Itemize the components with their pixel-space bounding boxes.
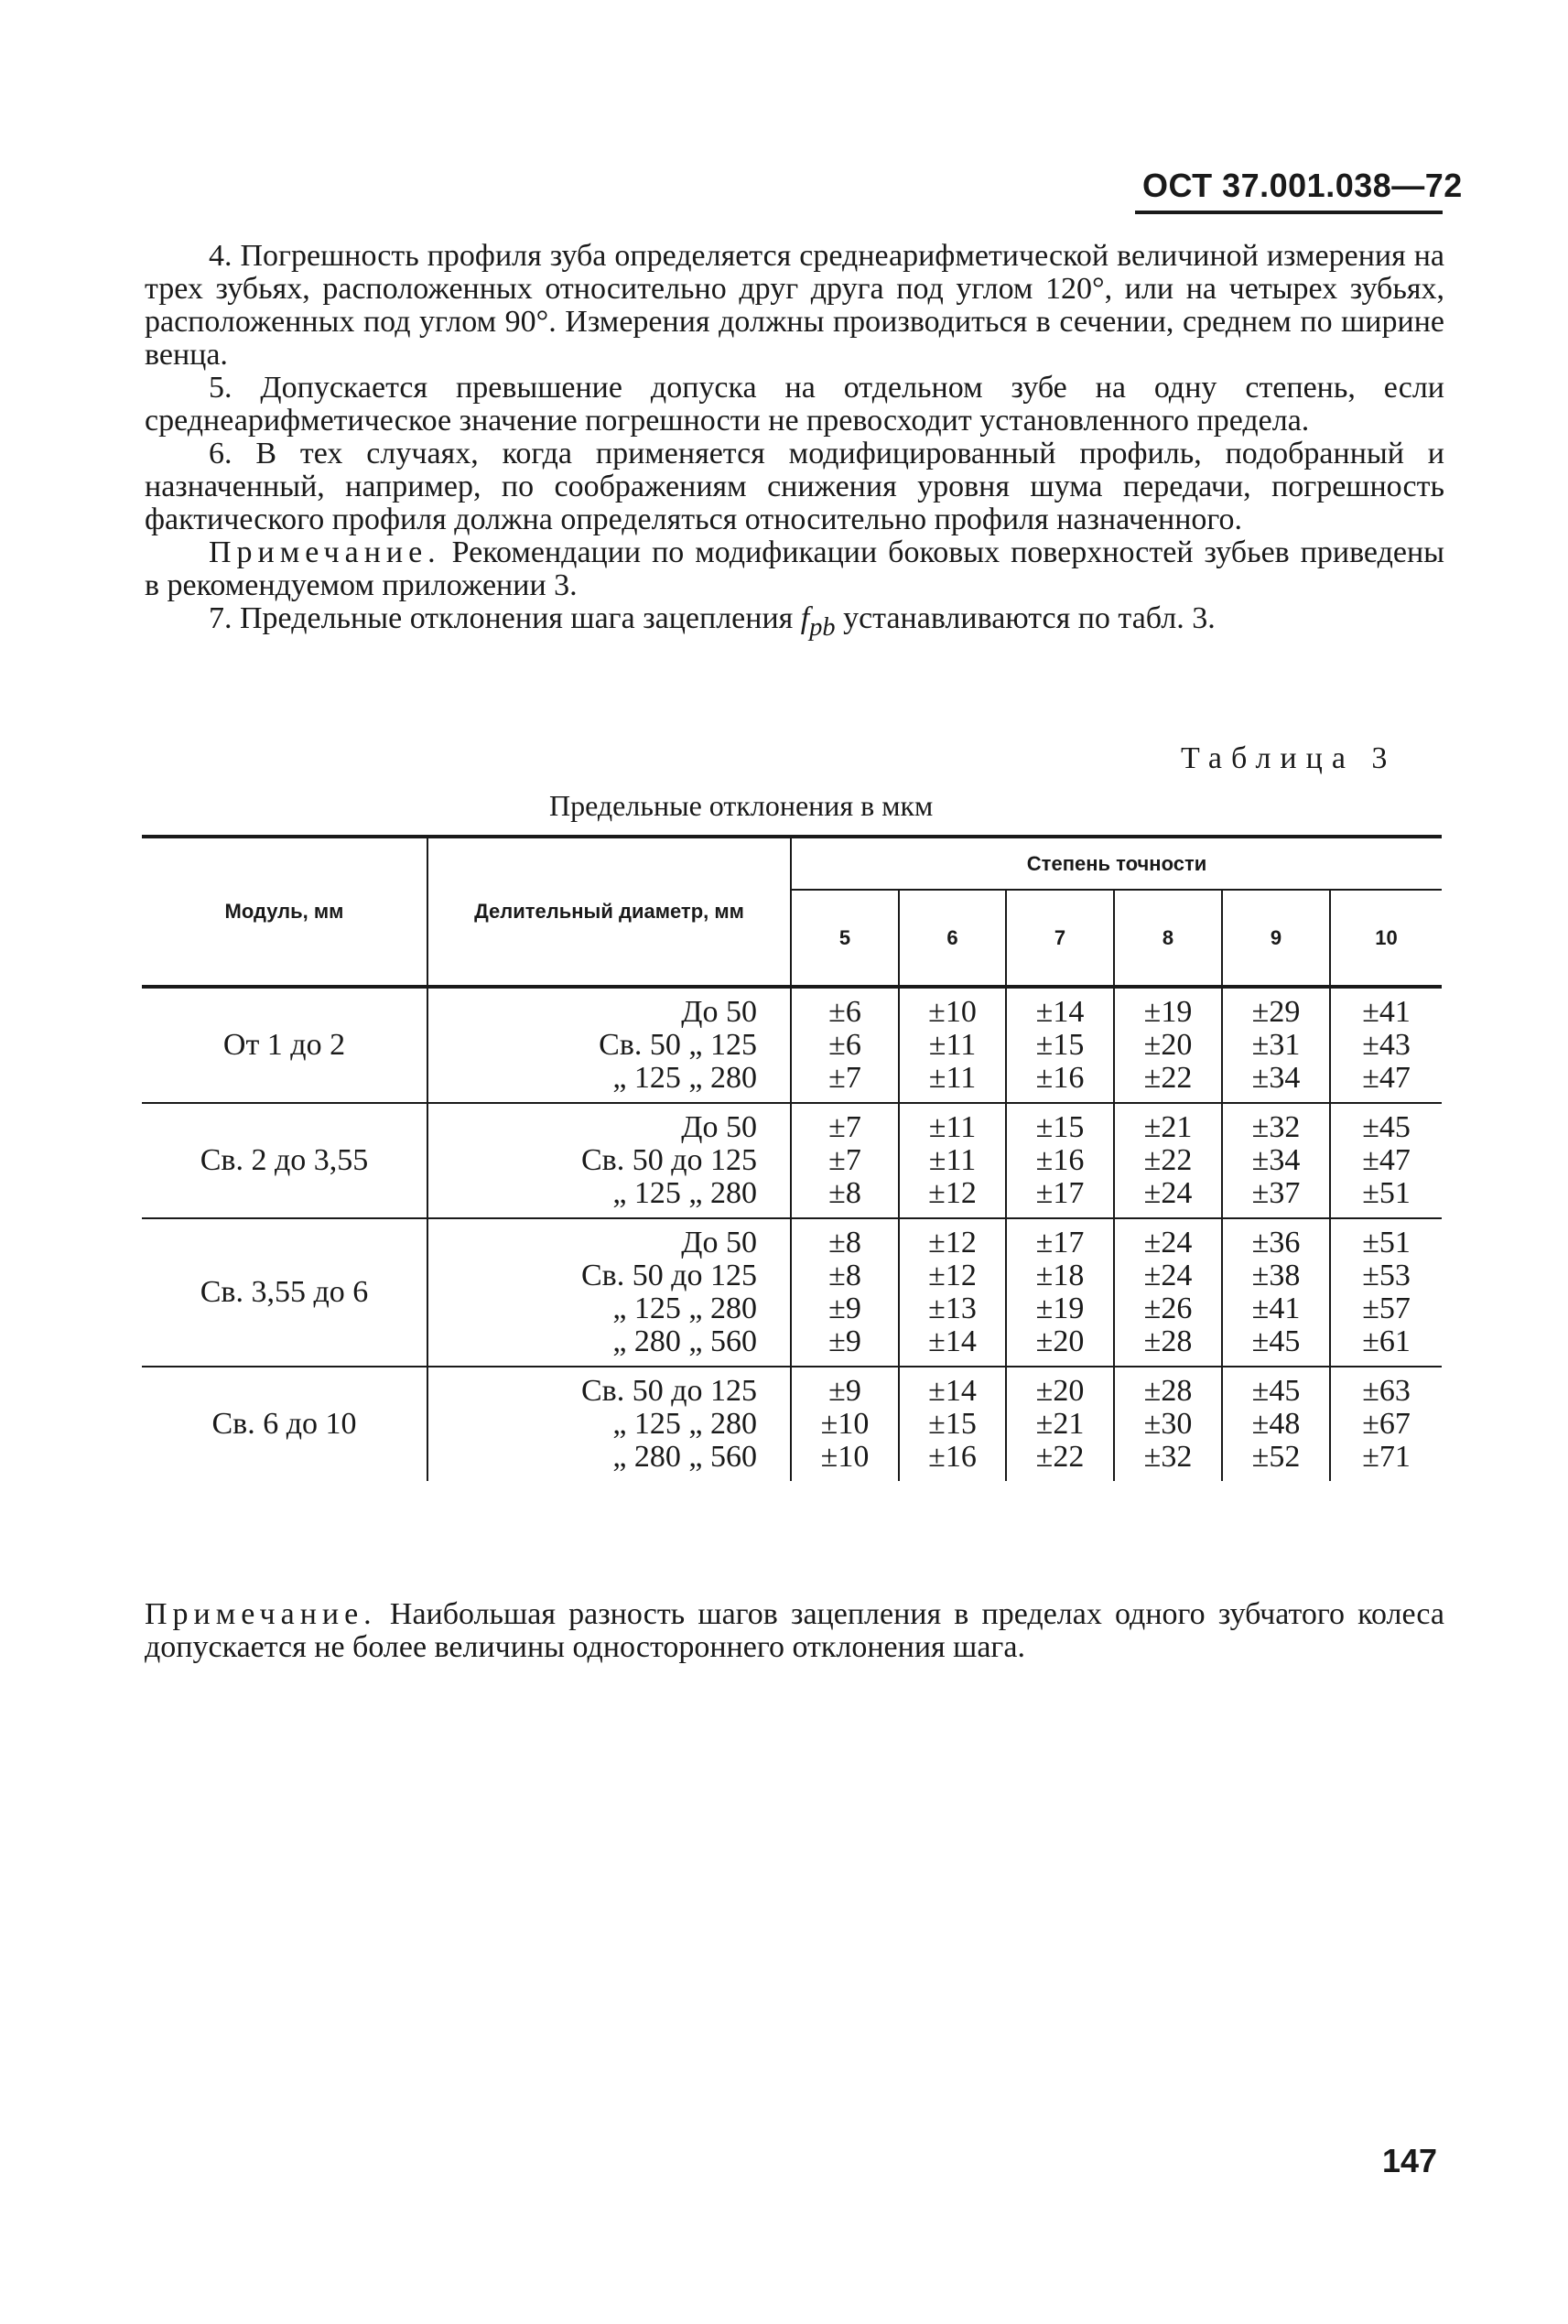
deviations-table (142, 835, 1442, 1481)
table-row (142, 1367, 1442, 1481)
deviation-value: ±52 (1251, 1440, 1301, 1474)
deviation-value: ±7 (828, 1143, 861, 1177)
paragraph-6: 6. В тех случаях, когда применяется модифицированный профиль, подобранный и назначенный, например, по соображениям снижения уровня шума передачи, погрешность фактического профиля должна определяться относительно профиля назначенного. (145, 437, 1444, 536)
deviation-value: ±16 (1035, 1143, 1085, 1177)
diameter-range: „ 280 „ 560 (612, 1440, 757, 1474)
deviation-value: ±41 (1251, 1292, 1301, 1325)
deviation-value: ±51 (1362, 1226, 1411, 1259)
value-cell (1006, 987, 1114, 1103)
value-cell (1114, 1103, 1222, 1218)
deviation-value: ±6 (828, 995, 861, 1029)
diameter-range: Св. 50 до 125 (580, 1143, 757, 1177)
deviation-value: ±53 (1362, 1259, 1411, 1292)
grade-header: 5 (791, 890, 899, 987)
deviation-value: ±41 (1362, 995, 1411, 1029)
value-cell (1222, 1103, 1330, 1218)
deviation-value: ±47 (1362, 1143, 1411, 1177)
deviation-value: ±24 (1143, 1226, 1193, 1259)
value-cell (1330, 1218, 1442, 1367)
grade-header: 8 (1114, 890, 1222, 987)
deviation-value: ±8 (828, 1176, 861, 1210)
deviation-value: ±11 (928, 1028, 977, 1062)
value-cell (1006, 1103, 1114, 1218)
deviation-value: ±36 (1251, 1226, 1301, 1259)
deviation-value: ±15 (1035, 1028, 1085, 1062)
deviation-value: ±51 (1362, 1176, 1411, 1210)
deviation-value: ±9 (828, 1292, 861, 1325)
table-row (142, 1103, 1442, 1218)
deviation-value: ±20 (1143, 1028, 1193, 1062)
deviation-value: ±22 (1143, 1061, 1193, 1095)
deviation-value: ±21 (1035, 1407, 1085, 1441)
header-accuracy: Степень точности (791, 837, 1442, 890)
deviation-value: ±57 (1362, 1292, 1411, 1325)
table-row (142, 1218, 1442, 1367)
paragraph-4: 4. Погрешность профиля зуба определяется среднеарифметической величиной измерения на трех зубьях, расположенных относительно друг друга под углом 120°, или на четырех зубьях, расположенных под углом 90°. Измерения должны производиться в сечении, среднем по ширине венца. (145, 239, 1444, 372)
value-cell (899, 1103, 1006, 1218)
value-cell (791, 1103, 899, 1218)
value-cell (791, 1218, 899, 1367)
deviation-value: ±15 (1035, 1110, 1085, 1144)
module-cell: Св. 3,55 до 6 (142, 1218, 427, 1367)
diameter-range: До 50 (681, 1110, 757, 1144)
diameter-range: До 50 (681, 1226, 757, 1259)
value-cell (899, 1218, 1006, 1367)
deviation-value: ±8 (828, 1259, 861, 1292)
diameter-cell (427, 1103, 791, 1218)
module-cell: Св. 2 до 3,55 (142, 1103, 427, 1218)
deviation-value: ±34 (1251, 1143, 1301, 1177)
deviation-value: ±8 (828, 1226, 861, 1259)
value-cell (1006, 1367, 1114, 1481)
deviation-value: ±45 (1362, 1110, 1411, 1144)
diameter-range: „ 280 „ 560 (612, 1324, 757, 1358)
pitch-symbol: $f_{pb}$ (800, 601, 836, 642)
deviation-value: ±18 (1035, 1259, 1085, 1292)
value-cell (791, 987, 899, 1103)
diameter-range: „ 125 „ 280 (612, 1407, 757, 1441)
value-cell (1006, 1218, 1114, 1367)
deviation-value: ±21 (1143, 1110, 1193, 1144)
value-cell (1330, 987, 1442, 1103)
deviation-value: ±11 (928, 1143, 977, 1177)
value-cell (1330, 1367, 1442, 1481)
deviation-value: ±10 (820, 1440, 870, 1474)
deviation-value: ±7 (828, 1061, 861, 1095)
deviation-value: ±37 (1251, 1176, 1301, 1210)
deviation-value: ±17 (1035, 1176, 1085, 1210)
deviation-value: ±19 (1143, 995, 1193, 1029)
table-caption: Таблица 3 (1181, 741, 1397, 775)
grade-header: 6 (899, 890, 1006, 987)
value-cell (1222, 1218, 1330, 1367)
deviation-value: ±14 (928, 1324, 977, 1358)
deviation-value: ±43 (1362, 1028, 1411, 1062)
deviation-value: ±19 (1035, 1292, 1085, 1325)
value-cell (791, 1367, 899, 1481)
diameter-cell (427, 987, 791, 1103)
diameter-range: Св. 50 до 125 (580, 1259, 757, 1292)
table-note-text: Наибольшая разность шагов зацепления в пределах одного зубчатого колеса допускается не более величины одностороннего отклонения шага. (145, 1597, 1444, 1664)
note-label: Примечание. (209, 535, 441, 569)
deviation-value: ±11 (928, 1061, 977, 1095)
deviation-value: ±29 (1251, 995, 1301, 1029)
note-text: Рекомендации по модификации боковых поверхностей зубьев приведены в рекомендуемом приложении 3. (145, 535, 1444, 602)
value-cell (899, 987, 1006, 1103)
deviation-value: ±9 (828, 1374, 861, 1408)
table-row (142, 987, 1442, 1103)
grade-header: 9 (1222, 890, 1330, 987)
module-cell: От 1 до 2 (142, 987, 427, 1103)
body-text (145, 240, 1444, 644)
deviation-value: ±28 (1143, 1324, 1193, 1358)
deviation-value: ±31 (1251, 1028, 1301, 1062)
diameter-range: До 50 (681, 995, 757, 1029)
deviation-value: ±24 (1143, 1259, 1193, 1292)
deviation-value: ±38 (1251, 1259, 1301, 1292)
page-number: 147 (1382, 2142, 1438, 2179)
module-cell: Св. 6 до 10 (211, 1407, 357, 1441)
deviation-value: ±20 (1035, 1324, 1085, 1358)
diameter-range: „ 125 „ 280 (612, 1292, 757, 1325)
deviation-value: ±20 (1035, 1374, 1085, 1408)
table-note (145, 1598, 1444, 1664)
deviation-value: ±13 (928, 1292, 977, 1325)
deviation-value: ±45 (1251, 1374, 1301, 1408)
deviation-value: ±17 (1035, 1226, 1085, 1259)
value-cell (1114, 987, 1222, 1103)
diameter-range: Св. 50 до 125 (580, 1374, 757, 1408)
table-title: Предельные отклонения в мкм (549, 789, 934, 822)
deviation-value: ±24 (1143, 1176, 1193, 1210)
deviation-value: ±14 (928, 1374, 977, 1408)
diameter-range: „ 125 „ 280 (612, 1176, 757, 1210)
paragraph-5: 5. Допускается превышение допуска на отдельном зубе на одну степень, если среднеарифметическое значение погрешности не превосходит установленного предела. (145, 371, 1444, 438)
deviation-value: ±10 (820, 1407, 870, 1441)
deviation-value: ±47 (1362, 1061, 1411, 1095)
deviation-value: ±61 (1362, 1324, 1411, 1358)
value-cell (1114, 1218, 1222, 1367)
deviation-value: ±34 (1251, 1061, 1301, 1095)
value-cell (1222, 1367, 1330, 1481)
diameter-range: „ 125 „ 280 (612, 1061, 757, 1095)
deviation-value: ±6 (828, 1028, 861, 1062)
paragraph-7: 7. Предельные отклонения шага зацепления $f_{pb}$ устанавливаются по табл. 3. (209, 601, 1216, 642)
diameter-range: Св. 50 „ 125 (599, 1028, 757, 1062)
document-code: ОСТ 37.001.038—72 (1142, 167, 1463, 204)
value-cell (899, 1367, 1006, 1481)
deviation-value: ±26 (1143, 1292, 1193, 1325)
value-cell (1114, 1367, 1222, 1481)
deviation-value: ±12 (928, 1226, 977, 1259)
deviation-value: ±63 (1362, 1374, 1411, 1408)
deviation-value: ±12 (928, 1259, 977, 1292)
value-cell (1330, 1103, 1442, 1218)
deviation-value: ±22 (1143, 1143, 1193, 1177)
deviation-value: ±45 (1251, 1324, 1301, 1358)
deviation-value: ±32 (1251, 1110, 1301, 1144)
deviation-value: ±48 (1251, 1407, 1301, 1441)
deviation-value: ±28 (1143, 1374, 1193, 1408)
value-cell (1222, 987, 1330, 1103)
deviation-value: ±32 (1143, 1440, 1193, 1474)
deviation-value: ±67 (1362, 1407, 1411, 1441)
diameter-cell (427, 1218, 791, 1367)
deviation-value: ±22 (1035, 1440, 1085, 1474)
deviation-value: ±15 (928, 1407, 977, 1441)
header-module: Модуль, мм (142, 837, 427, 987)
grade-header: 10 (1330, 890, 1442, 987)
note-recommendation (145, 536, 1444, 602)
header-rule (1135, 211, 1443, 214)
deviation-value: ±16 (1035, 1061, 1085, 1095)
deviation-value: ±30 (1143, 1407, 1193, 1441)
header-diameter: Делительный диаметр, мм (427, 837, 791, 987)
deviation-value: ±11 (928, 1110, 977, 1144)
deviation-value: ±10 (928, 995, 977, 1029)
deviation-value: ±16 (928, 1440, 977, 1474)
table-note-label: Примечание. (145, 1597, 377, 1631)
deviation-value: ±71 (1362, 1440, 1411, 1474)
deviation-value: ±14 (1035, 995, 1085, 1029)
deviation-value: ±9 (828, 1324, 861, 1358)
diameter-cell (427, 1367, 791, 1481)
deviation-value: ±7 (828, 1110, 861, 1144)
grade-header: 7 (1006, 890, 1114, 987)
deviation-value: ±12 (928, 1176, 977, 1210)
